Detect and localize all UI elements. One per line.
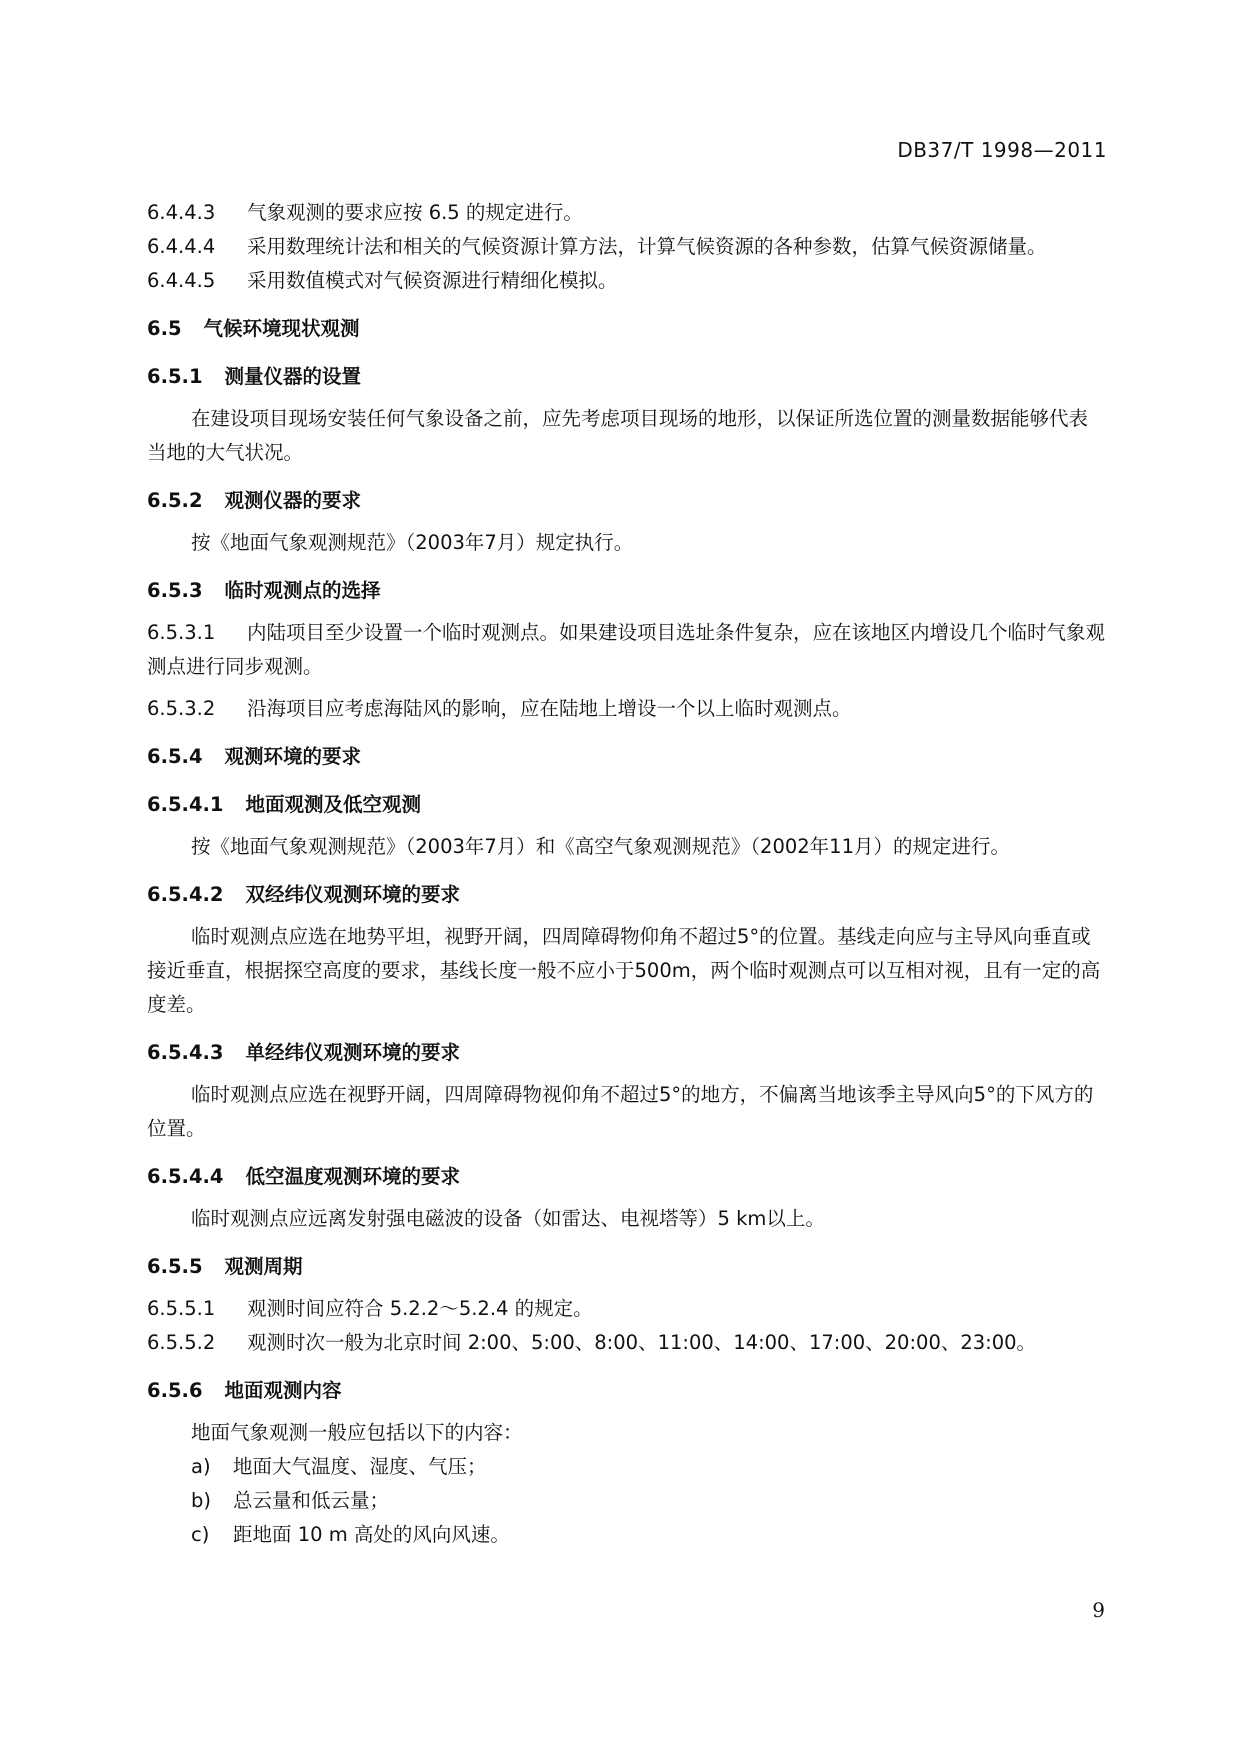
clause-6-5-3-2 bbox=[147, 692, 1107, 726]
section-title: 观测环境的要求 bbox=[224, 745, 362, 768]
clause-text: 观测时间应符合 5.2.2～5.2.4 的规定。 bbox=[247, 1297, 593, 1320]
section-heading-6-5-4-2 bbox=[147, 878, 1107, 912]
section-title: 气候环境现状观测 bbox=[203, 317, 360, 340]
clause-6-5-3-1 bbox=[147, 616, 1107, 684]
section-number: 6.5.3 bbox=[147, 579, 203, 602]
section-number: 6.5.2 bbox=[147, 489, 203, 512]
paragraph-6-5-4-2: 临时观测点应选在地势平坦，视野开阔，四周障碍物仰角不超过5°的位置。基线走向应与主导风向垂直或接近垂直，根据探空高度的要求，基线长度一般不应小于500m，两个临时观测点可以互相对视，且有一定的高度差。 bbox=[147, 925, 1101, 1016]
clause-text: 采用数值模式对气候资源进行精细化模拟。 bbox=[247, 269, 618, 292]
clause-6-4-4-3 bbox=[147, 196, 1107, 230]
clause-number: 6.4.4.5 bbox=[147, 269, 216, 292]
section-number: 6.5.4 bbox=[147, 745, 203, 768]
section-title: 地面观测内容 bbox=[224, 1379, 342, 1402]
section-number: 6.5.4.1 bbox=[147, 793, 224, 816]
paragraph-6-5-2: 按《地面气象观测规范》（2003年7月）规定执行。 bbox=[191, 531, 634, 554]
list-marker: c) bbox=[191, 1523, 210, 1546]
list-item-text: 地面大气温度、湿度、气压； bbox=[233, 1455, 487, 1478]
section-heading-6-5-4 bbox=[147, 740, 1107, 774]
section-number: 6.5.5 bbox=[147, 1255, 203, 1278]
paragraph-6-5-4-4: 临时观测点应远离发射强电磁波的设备（如雷达、电视塔等）5 km以上。 bbox=[191, 1207, 825, 1230]
section-title: 单经纬仪观测环境的要求 bbox=[245, 1041, 461, 1064]
clause-number: 6.5.5.1 bbox=[147, 1297, 216, 1320]
clause-text: 沿海项目应考虑海陆风的影响，应在陆地上增设一个以上临时观测点。 bbox=[247, 697, 852, 720]
section-number: 6.5.4.4 bbox=[147, 1165, 224, 1188]
clause-number: 6.5.5.2 bbox=[147, 1331, 216, 1354]
paragraph-6-5-4-1: 按《地面气象观测规范》（2003年7月）和《高空气象观测规范》（2002年11月）的规定进行。 bbox=[191, 835, 1010, 858]
document-body bbox=[147, 196, 1107, 1552]
list-marker: b) bbox=[191, 1489, 211, 1512]
clause-text: 观测时次一般为北京时间 2:00、5:00、8:00、11:00、14:00、17:00、20:00、23:00。 bbox=[247, 1331, 1037, 1354]
section-number: 6.5.4.3 bbox=[147, 1041, 224, 1064]
section-heading-6-5 bbox=[147, 312, 1107, 346]
clause-text: 内陆项目至少设置一个临时观测点。如果建设项目选址条件复杂，应在该地区内增设几个临时气象观测点进行同步观测。 bbox=[147, 621, 1106, 678]
section-heading-6-5-4-3 bbox=[147, 1036, 1107, 1070]
list-item bbox=[147, 1450, 1107, 1484]
list-intro: 地面气象观测一般应包括以下的内容： bbox=[191, 1421, 523, 1444]
section-heading-6-5-4-1 bbox=[147, 788, 1107, 822]
paragraph-6-5-1: 在建设项目现场安装任何气象设备之前，应先考虑项目现场的地形，以保证所选位置的测量数据能够代表当地的大气状况。 bbox=[147, 407, 1089, 464]
section-heading-6-5-3 bbox=[147, 574, 1107, 608]
section-title: 观测周期 bbox=[224, 1255, 303, 1278]
clause-6-5-5-2 bbox=[147, 1326, 1107, 1360]
clause-text: 采用数理统计法和相关的气候资源计算方法，计算气候资源的各种参数，估算气候资源储量。 bbox=[247, 235, 1047, 258]
section-number: 6.5 bbox=[147, 317, 182, 340]
section-heading-6-5-1 bbox=[147, 360, 1107, 394]
list-item bbox=[147, 1484, 1107, 1518]
section-title: 临时观测点的选择 bbox=[224, 579, 381, 602]
list-item-text: 总云量和低云量； bbox=[233, 1489, 390, 1512]
clause-number: 6.5.3.2 bbox=[147, 697, 216, 720]
section-heading-6-5-4-4 bbox=[147, 1160, 1107, 1194]
section-title: 地面观测及低空观测 bbox=[245, 793, 422, 816]
clause-6-4-4-4 bbox=[147, 230, 1107, 264]
clause-number: 6.4.4.3 bbox=[147, 201, 216, 224]
section-title: 双经纬仪观测环境的要求 bbox=[245, 883, 461, 906]
list-marker: a) bbox=[191, 1455, 211, 1478]
clause-6-4-4-5 bbox=[147, 264, 1107, 298]
section-number: 6.5.1 bbox=[147, 365, 203, 388]
section-heading-6-5-5 bbox=[147, 1250, 1107, 1284]
section-heading-6-5-6 bbox=[147, 1374, 1107, 1408]
section-title: 低空温度观测环境的要求 bbox=[245, 1165, 461, 1188]
clause-text: 气象观测的要求应按 6.5 的规定进行。 bbox=[247, 201, 583, 224]
page-number: 9 bbox=[1092, 1598, 1105, 1622]
clause-6-5-5-1 bbox=[147, 1292, 1107, 1326]
section-number: 6.5.4.2 bbox=[147, 883, 224, 906]
document-code: DB37/T 1998—2011 bbox=[897, 138, 1107, 162]
section-heading-6-5-2 bbox=[147, 484, 1107, 518]
clause-number: 6.4.4.4 bbox=[147, 235, 216, 258]
clause-number: 6.5.3.1 bbox=[147, 621, 216, 644]
section-number: 6.5.6 bbox=[147, 1379, 203, 1402]
list-item bbox=[147, 1518, 1107, 1552]
paragraph-6-5-4-3: 临时观测点应选在视野开阔，四周障碍物视仰角不超过5°的地方，不偏离当地该季主导风向5°的下风方的位置。 bbox=[147, 1083, 1094, 1140]
section-title: 测量仪器的设置 bbox=[224, 365, 362, 388]
section-title: 观测仪器的要求 bbox=[224, 489, 362, 512]
list-item-text: 距地面 10 m 高处的风向风速。 bbox=[233, 1523, 510, 1546]
